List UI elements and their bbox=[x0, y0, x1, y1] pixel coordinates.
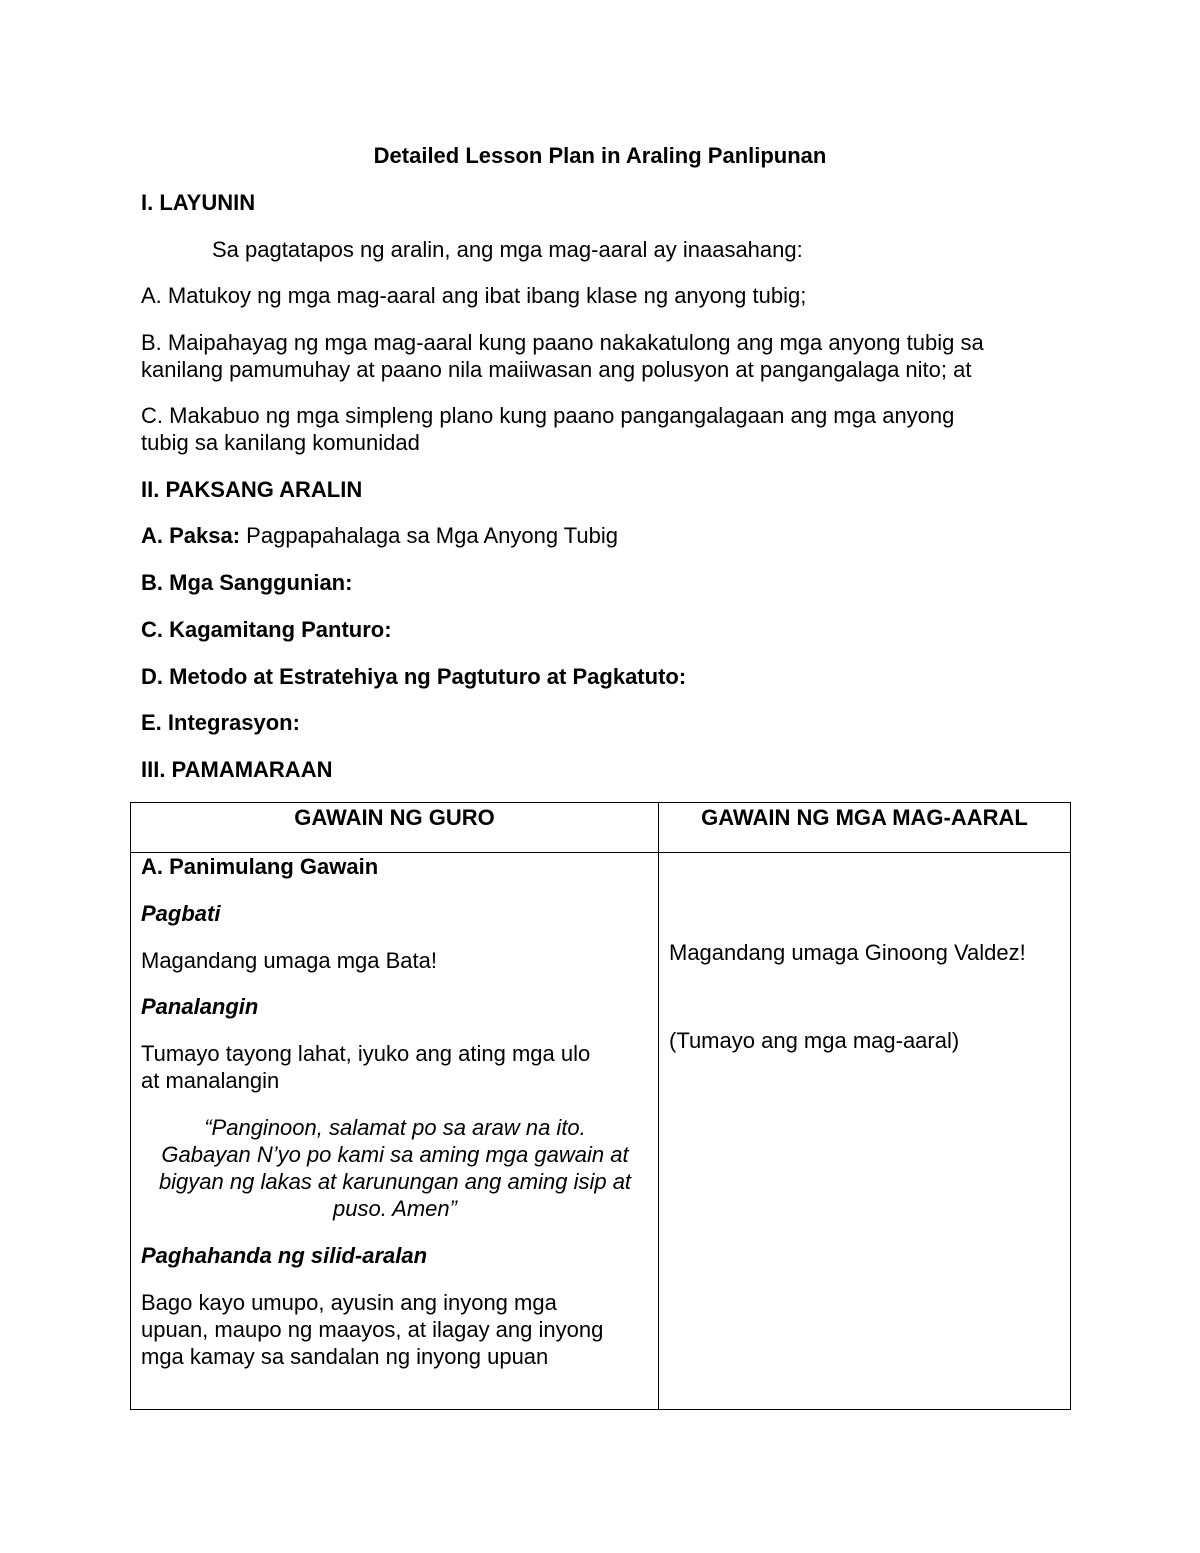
panalangin-mag-aaral: (Tumayo ang mga mag-aaral) bbox=[669, 1028, 960, 1053]
paksa-value: Pagpapahalaga sa Mga Anyong Tubig bbox=[240, 523, 619, 548]
paksa-label: A. Paksa: bbox=[141, 523, 241, 548]
sanggunian-label: B. Mga Sanggunian: bbox=[141, 570, 353, 595]
layunin-c-line1: C. Makabuo ng mga simpleng plano kung paano pangangalagaan ang mga anyong bbox=[141, 403, 955, 428]
pagbati-mag-aaral: Magandang umaga Ginoong Valdez! bbox=[669, 940, 1026, 965]
panalangin-heading: Panalangin bbox=[141, 994, 259, 1019]
paghahanda-line3: mga kamay sa sandalan ng inyong upuan bbox=[141, 1344, 549, 1369]
pagbati-guro: Magandang umaga mga Bata! bbox=[141, 948, 437, 973]
col-header-guro: GAWAIN NG GURO bbox=[131, 803, 659, 853]
paksa-line bbox=[141, 522, 1061, 549]
layunin-a: A. Matukoy ng mga mag-aaral ang ibat ibang klase ng anyong tubig; bbox=[141, 283, 807, 308]
table-header-row bbox=[131, 803, 1071, 853]
layunin-b-line1: B. Maipahayag ng mga mag-aaral kung paano nakakatulong ang mga anyong tubig sa bbox=[141, 330, 984, 355]
paghahanda-heading: Paghahanda ng silid-aralan bbox=[141, 1243, 428, 1268]
kagamitan-label: C. Kagamitang Panturo: bbox=[141, 617, 392, 642]
paghahanda-line1: Bago kayo umupo, ayusin ang inyong mga bbox=[141, 1290, 557, 1315]
pagbati-heading: Pagbati bbox=[141, 901, 221, 926]
paghahanda-line2: upuan, maupo ng maayos, at ilagay ang inyong bbox=[141, 1317, 604, 1342]
col-header-mag-aaral: GAWAIN NG MGA MAG-AARAL bbox=[659, 803, 1071, 853]
panalangin-guro-line1: Tumayo tayong lahat, iyuko ang ating mga ulo bbox=[141, 1041, 591, 1066]
page-title: Detailed Lesson Plan in Araling Panlipunan bbox=[373, 143, 827, 168]
layunin-b-line2: kanilang pamumuhay at paano nila maiiwasan ang polusyon at pangangalaga nito; at bbox=[141, 357, 972, 382]
prayer-line1: “Panginoon, salamat po sa araw na ito. bbox=[204, 1115, 586, 1140]
pamamaraan-heading: III. PAMAMARAAN bbox=[141, 757, 333, 782]
guro-cell bbox=[131, 853, 659, 1410]
layunin-intro: Sa pagtatapos ng aralin, ang mga mag-aaral ay inaasahang: bbox=[212, 237, 803, 262]
panimula-heading: A. Panimulang Gawain bbox=[141, 854, 379, 879]
layunin-heading: I. LAYUNIN bbox=[141, 190, 256, 215]
prayer-line2: Gabayan N’yo po kami sa aming mga gawain at bbox=[161, 1142, 629, 1167]
integrasyon-label: E. Integrasyon: bbox=[141, 710, 300, 735]
metodo-label: D. Metodo at Estratehiya ng Pagtuturo at Pagkatuto: bbox=[141, 664, 687, 689]
prayer-line4: puso. Amen” bbox=[333, 1196, 457, 1221]
table-row bbox=[131, 853, 1071, 1410]
pamamaraan-table bbox=[130, 802, 1071, 1410]
prayer-line3: bigyan ng lakas at karunungan ang aming isip at bbox=[158, 1169, 632, 1194]
layunin-c-line2: tubig sa kanilang komunidad bbox=[141, 430, 420, 455]
mag-aaral-cell bbox=[659, 853, 1071, 1410]
paksang-heading: II. PAKSANG ARALIN bbox=[141, 477, 363, 502]
panalangin-guro-line2: at manalangin bbox=[141, 1068, 280, 1093]
